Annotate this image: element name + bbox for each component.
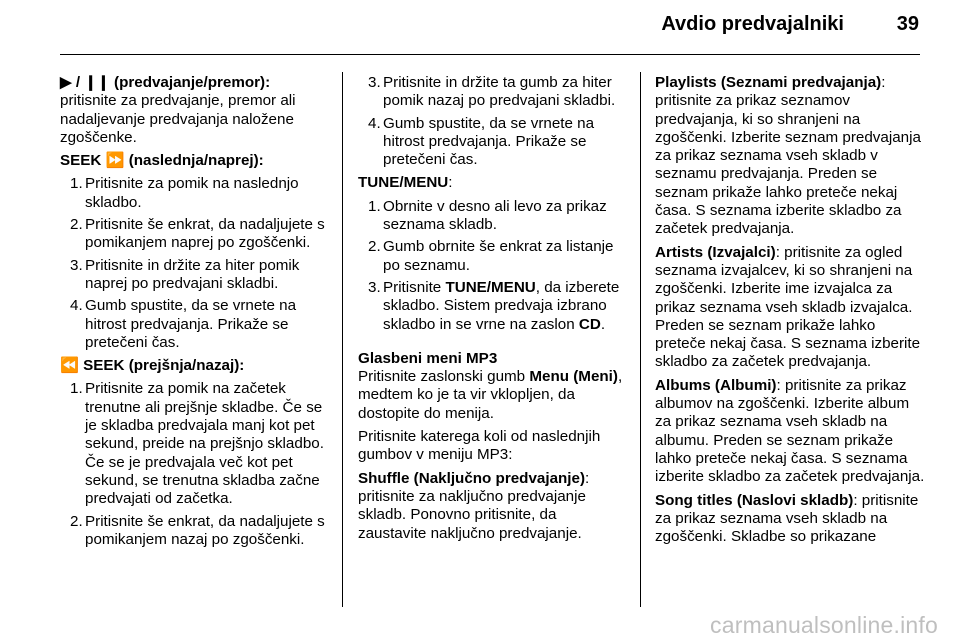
list-item: 3. Pritisnite TUNE/MENU, da izberete skladbo. Sistem predvaja izbrano skladbo in se vrne na zaslon CD. <box>368 278 620 333</box>
list-item: 2. Pritisnite še enkrat, da nadaljujete s pomikanjem nazaj po zgoščenki. <box>70 512 325 548</box>
shuffle-paragraph: Shuffle (Naključno predvajanje): pritisnite za naključno predvajanje skladb. Ponovno pritisnite, da zaustavite naključno predvajanje. <box>358 469 590 542</box>
list-item: 3. Pritisnite in držite za hiter pomik naprej po predvajani skladbi. <box>70 256 300 292</box>
mp3-menu-intro: Pritisnite zaslonski gumb Menu (Meni), medtem ko je ta vir vklopljen, da dostopite do menija. <box>358 368 623 422</box>
column-divider <box>342 72 343 607</box>
seek-prev-list-continued <box>358 74 628 169</box>
artists-paragraph: Artists (Izvajalci): pritisnite za ogled seznama izvajalcev, ki so shranjeni na zgoščenki. Izberite ime izvajalca za prikaz seznama vseh skladb izvajalca. Preden se seznam prikaže lahko preteče nekaj časa. S seznama izberite skladbo za začetek predvajanja. <box>655 243 921 371</box>
list-item: 2. Pritisnite še enkrat, da nadaljujete s pomikanjem naprej po zgoščenki. <box>70 216 325 252</box>
watermark: carmanualsonline.info <box>710 612 938 638</box>
seek-prev-heading: ⏪ SEEK (prejšnja/nazaj): <box>60 357 245 375</box>
seek-next-list <box>60 175 330 352</box>
seek-prev-list <box>60 380 330 549</box>
text-column-3 <box>655 74 927 551</box>
page-header-title: Avdio predvajalniki <box>661 13 844 35</box>
albums-paragraph: Albums (Albumi): pritisnite za prikaz albumov na zgoščenki. Izberite album za prikaz seznama vseh skladb na albumu. Preden se seznam prikaže lahko preteče nekaj časa. S seznama izberite skladbo za začetek predvajanja. <box>655 376 925 486</box>
list-item: 4. Gumb spustite, da se vrnete na hitrost predvajanja. Prikaže se pretečeni čas. <box>70 297 297 351</box>
play-pause-paragraph <box>60 74 330 147</box>
list-item: 1. Obrnite v desno ali levo za prikaz seznama skladb. <box>368 197 607 234</box>
list-item: 2. Gumb obrnite še enkrat za listanje po seznamu. <box>368 238 614 274</box>
tune-menu-list <box>358 198 628 334</box>
mp3-menu-heading: Glasbeni meni MP3 <box>358 349 498 367</box>
list-item: 4. Gumb spustite, da se vrnete na hitrost predvajanja. Prikaže se pretečeni čas. <box>368 114 595 169</box>
play-pause-heading: ▶ / ❙❙ (predvajanje/premor): <box>60 74 271 91</box>
list-item: 1. Pritisnite za pomik na začetek trenutne ali prejšnje skladbe. Če se je skladba predvajala manj kot pet sekund, preide na prejšnjo skladbo. Če se je predvajala več kot pet sekund, se trenutna skladba začne predvajati od začetka. <box>70 380 324 508</box>
text-column-1 <box>60 74 330 554</box>
mp3-menu-buttons-text: Pritisnite katerega koli od naslednjih gumbov v meniju MP3: <box>358 428 601 464</box>
play-pause-text: pritisnite za predvajanje, premor ali nadaljevanje predvajanja naložene zgoščenke. <box>60 92 296 146</box>
column-divider <box>640 72 641 607</box>
song-titles-paragraph: Song titles (Naslovi skladb): pritisnite za prikaz seznama vseh skladb na zgoščenki. Skladbe so prikazane <box>655 491 919 546</box>
text-column-2 <box>358 74 628 548</box>
page-number: 39 <box>896 13 919 35</box>
seek-next-heading: SEEK ⏩ (naslednja/naprej): <box>60 152 264 170</box>
list-item: 1. Pritisnite za pomik na naslednjo skladbo. <box>70 175 299 211</box>
header-divider <box>60 54 920 55</box>
list-item: 3. Pritisnite in držite ta gumb za hiter pomik nazaj po predvajani skladbi. <box>368 74 616 110</box>
playlists-paragraph: Playlists (Seznami predvajanja): pritisnite za prikaz seznamov predvajanja, ki so shranjeni na zgoščenki. Izberite seznam predvajanja za prikaz seznama vseh skladb v seznamu predvajanja. Preden se seznam prikaže lahko preteče nekaj časa. S seznama izberite skladbo za začetek predvajanja. <box>655 74 921 238</box>
tune-menu-heading: TUNE/MENU: <box>358 174 453 192</box>
